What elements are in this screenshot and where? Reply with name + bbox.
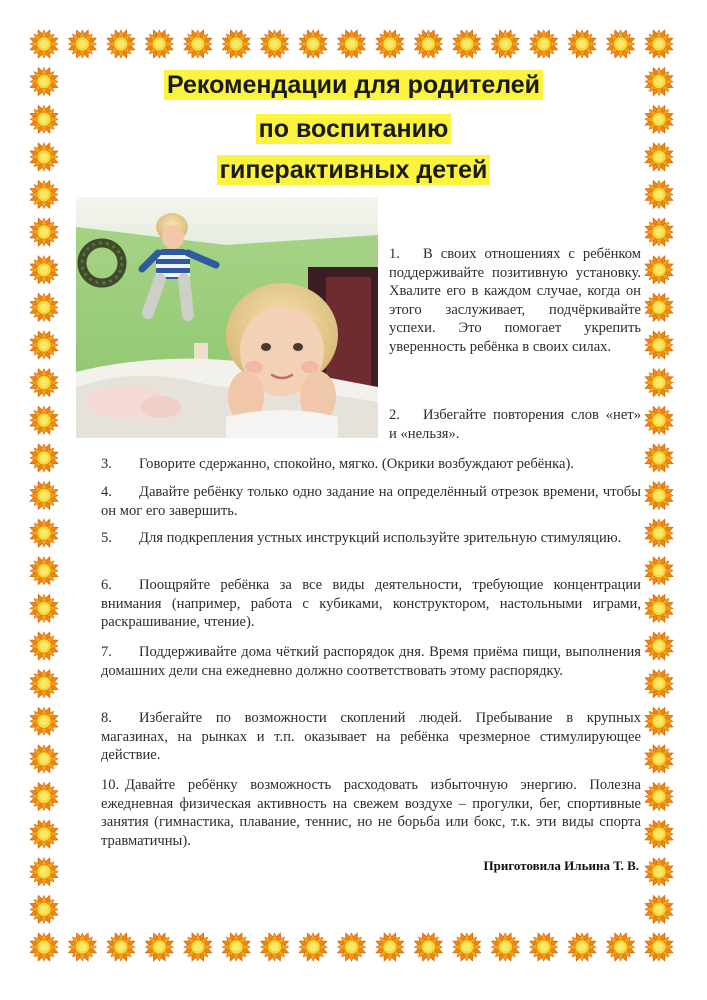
sun-icon: [639, 363, 678, 402]
sun-icon: [563, 24, 602, 63]
sun-icon: [639, 250, 678, 289]
sun-icon: [24, 476, 63, 515]
sun-icon: [140, 24, 179, 63]
sun-icon: [639, 890, 678, 929]
sun-icon: [24, 325, 63, 364]
recommendation-item-1: 1. В своих отношениях с ребёнком поддерживайте позитивную установку. Хвалите его в каждом случае, когда он этого заслуживает, подчёркивайте успехи. Это помогает укрепить уверенность ребёнка в своих силах.: [389, 246, 641, 355]
sun-icon: [24, 890, 63, 929]
recommendation-item-7: 7. Поддерживайте дома чёткий распорядок дня. Время приёма пищи, выполнения домашних дели сна ежедневно должно соответствовать этому распорядку.: [101, 644, 641, 679]
recommendation-item-6: 6. Поощряйте ребёнка за все виды деятельности, требующие концентрации внимания (например, работа с кубиками, конструктором, настольными играми, раскрашивание, чтение).: [101, 577, 641, 630]
sun-icon: [639, 702, 678, 741]
sun-icon: [447, 927, 486, 966]
sun-icon: [63, 927, 102, 966]
sun-icon: [601, 927, 640, 966]
sun-icon: [24, 702, 63, 741]
sun-icon: [332, 24, 371, 63]
recommendation-item-8: 8. Избегайте по возможности скоплений людей. Пребывание в крупных магазинах, на рынках и т.п. оказывает на ребёнка чрезмерное стимулирующее действие.: [101, 710, 641, 763]
sun-icon: [24, 24, 63, 63]
sun-icon: [524, 24, 563, 63]
sun-icon: [639, 739, 678, 778]
sun-icon: [639, 589, 678, 628]
sun-icon: [601, 24, 640, 63]
sun-icon: [24, 438, 63, 477]
sun-icon: [294, 24, 333, 63]
sun-icon: [370, 24, 409, 63]
sun-icon: [639, 213, 678, 252]
sun-icon: [24, 852, 63, 891]
sun-icon: [101, 24, 140, 63]
author-credit: Приготовила Ильина Т. В.: [483, 858, 639, 873]
title-line-2: по воспитанию: [0, 114, 707, 144]
sun-icon: [639, 514, 678, 553]
sun-icon: [24, 551, 63, 590]
sun-icon: [24, 401, 63, 440]
sun-icon: [63, 24, 102, 63]
sun-icon: [639, 664, 678, 703]
sun-icon: [486, 24, 525, 63]
sun-icon: [24, 250, 63, 289]
sun-icon: [639, 438, 678, 477]
sun-icon: [24, 514, 63, 553]
sun-icon: [639, 815, 678, 854]
sun-icon: [294, 927, 333, 966]
title-line-3: гиперактивных детей: [0, 155, 707, 185]
sun-icon: [178, 927, 217, 966]
sun-icon: [524, 927, 563, 966]
sun-icon: [24, 626, 63, 665]
sun-icon: [639, 288, 678, 327]
sun-icon: [24, 739, 63, 778]
sun-icon: [447, 24, 486, 63]
sun-icon: [409, 927, 448, 966]
sun-icon: [255, 927, 294, 966]
sun-icon: [332, 927, 371, 966]
sun-icon: [140, 927, 179, 966]
sun-icon: [639, 24, 678, 63]
sun-icon: [639, 777, 678, 816]
sun-icon: [639, 551, 678, 590]
sun-icon: [24, 815, 63, 854]
recommendation-item-3: 3. Говорите сдержанно, спокойно, мягко. (Окрики возбуждают ребёнка).: [101, 456, 574, 472]
sun-icon: [255, 24, 294, 63]
sun-icon: [24, 927, 63, 966]
sun-icon: [24, 664, 63, 703]
recommendation-item-5: 5. Для подкрепления устных инструкций используйте зрительную стимуляцию.: [101, 530, 622, 546]
sun-icon: [409, 24, 448, 63]
recommendation-item-2: 2. Избегайте повторения слов «нет» и «нельзя».: [389, 407, 641, 442]
children-photo: [76, 197, 378, 438]
sun-icon: [24, 589, 63, 628]
recommendation-item-4: 4. Давайте ребёнку только одно задание на определённый отрезок времени, чтобы он мог его завершить.: [101, 484, 641, 519]
sun-icon: [486, 927, 525, 966]
sun-icon: [639, 626, 678, 665]
sun-icon: [639, 325, 678, 364]
sun-icon: [217, 927, 256, 966]
sun-icon: [639, 476, 678, 515]
sun-icon: [370, 927, 409, 966]
sun-icon: [563, 927, 602, 966]
sun-icon: [639, 852, 678, 891]
sun-icon: [178, 24, 217, 63]
sun-icon: [217, 24, 256, 63]
sun-icon: [24, 288, 63, 327]
recommendation-item-10: 10. Давайте ребёнку возможность расходовать избыточную энергию. Полезна ежедневная физическая активность на свежем воздухе – прогулки, бег, спортивные занятия (гимнастика, плавание, теннис, но не борьба или бокс, т.к. эти виды спорта травматичны).: [101, 777, 641, 849]
sun-icon: [639, 927, 678, 966]
sun-icon: [24, 213, 63, 252]
sun-icon: [101, 927, 140, 966]
title-line-1: Рекомендации для родителей: [0, 70, 707, 100]
sun-icon: [24, 363, 63, 402]
sun-icon: [639, 401, 678, 440]
sun-icon: [24, 777, 63, 816]
